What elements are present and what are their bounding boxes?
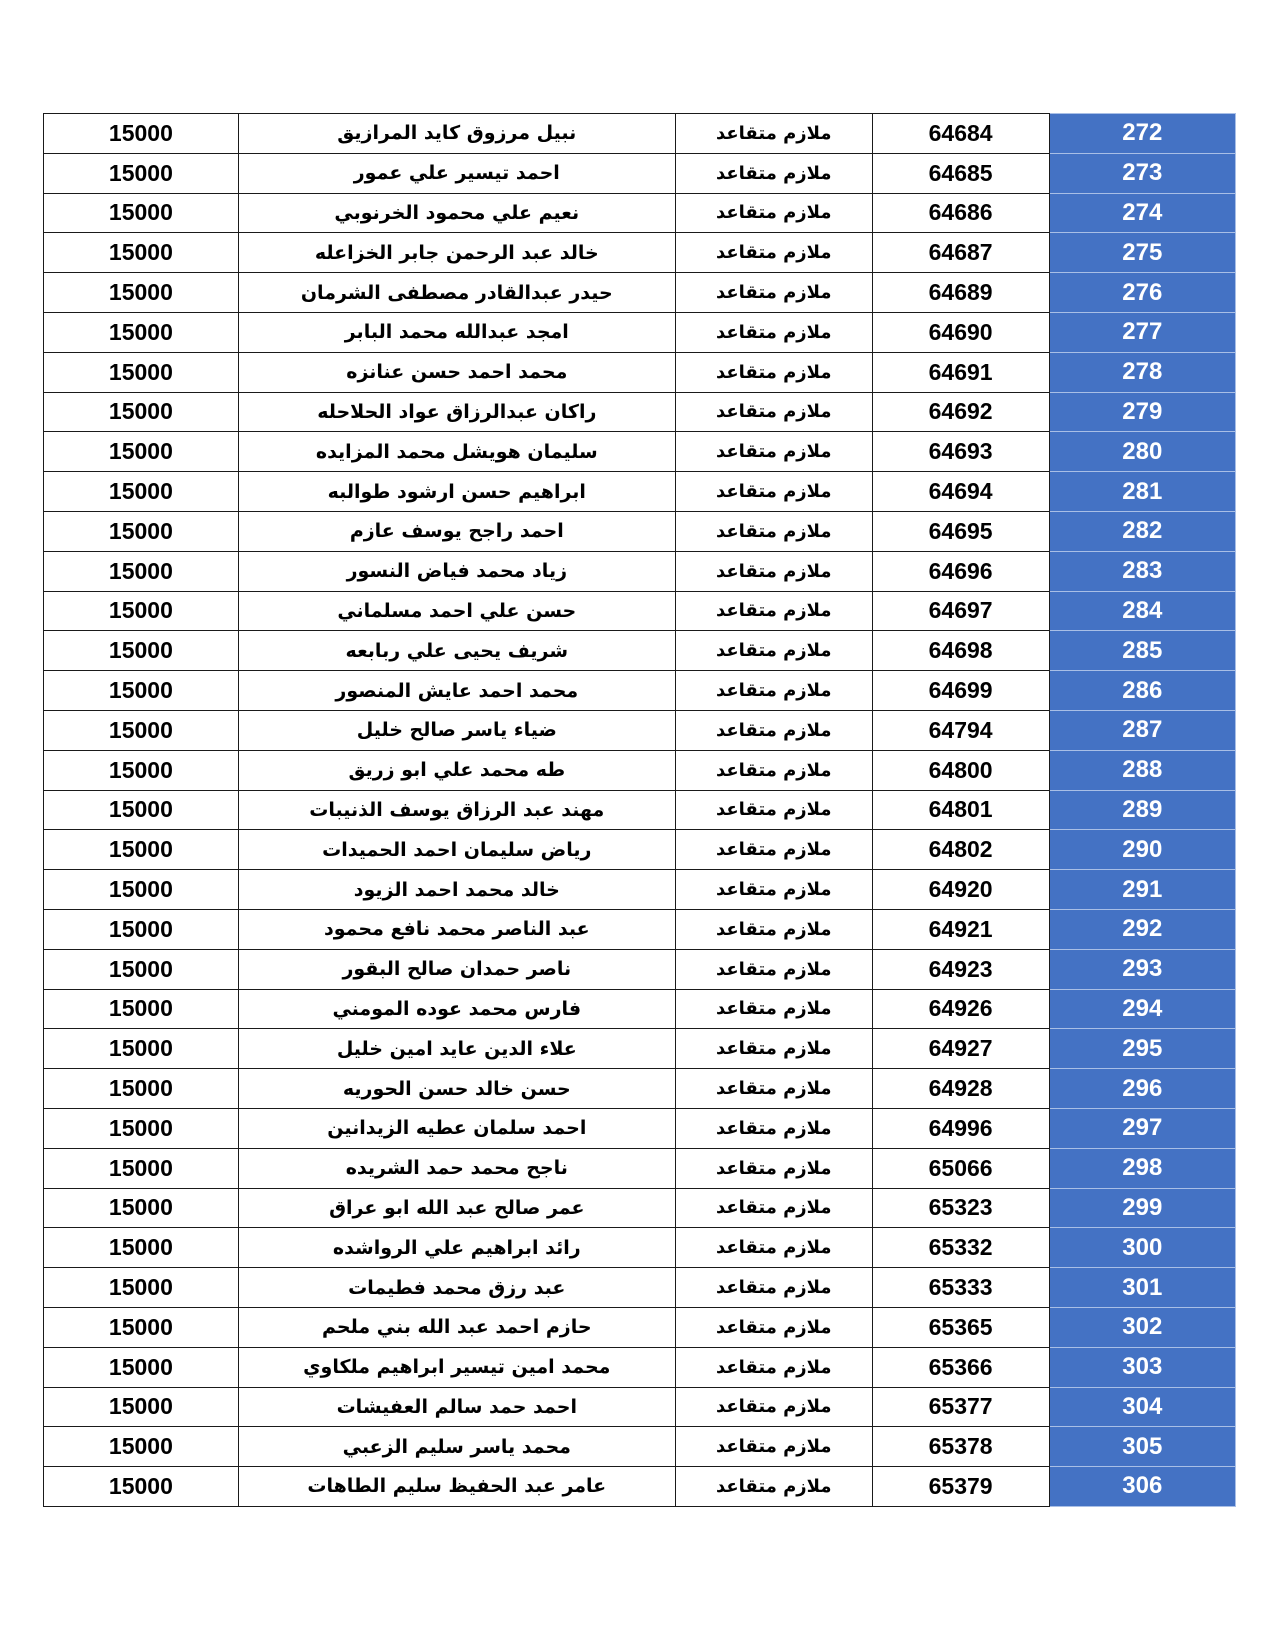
rank-cell: ملازم متقاعد (675, 1188, 872, 1228)
table-row (44, 352, 1236, 392)
rank-cell: ملازم متقاعد (675, 551, 872, 591)
amount-cell: 15000 (44, 750, 239, 790)
rank-cell: ملازم متقاعد (675, 671, 872, 711)
amount-cell: 15000 (44, 432, 239, 472)
amount-cell: 15000 (44, 472, 239, 512)
rank-cell: ملازم متقاعد (675, 193, 872, 233)
rank-cell: ملازم متقاعد (675, 432, 872, 472)
sequence-cell: 306 (1049, 1467, 1235, 1507)
number-cell: 64690 (872, 312, 1049, 352)
amount-cell: 15000 (44, 671, 239, 711)
number-cell: 64694 (872, 472, 1049, 512)
name-cell: عبد رزق محمد فطيمات (238, 1268, 675, 1308)
amount-cell: 15000 (44, 273, 239, 313)
sequence-cell: 288 (1049, 750, 1235, 790)
number-cell: 64685 (872, 153, 1049, 193)
table-row (44, 551, 1236, 591)
sequence-cell: 284 (1049, 591, 1235, 631)
amount-cell: 15000 (44, 352, 239, 392)
name-cell: فارس محمد عوده المومني (238, 989, 675, 1029)
table-body (44, 114, 1236, 1507)
table-row (44, 472, 1236, 512)
rank-cell: ملازم متقاعد (675, 392, 872, 432)
table-row (44, 1188, 1236, 1228)
number-cell: 65365 (872, 1307, 1049, 1347)
table-row (44, 1268, 1236, 1308)
name-cell: احمد راجح يوسف عازم (238, 511, 675, 551)
rank-cell: ملازم متقاعد (675, 1228, 872, 1268)
amount-cell: 15000 (44, 114, 239, 154)
amount-cell: 15000 (44, 1029, 239, 1069)
number-cell: 64801 (872, 790, 1049, 830)
name-cell: حازم احمد عبد الله بني ملحم (238, 1307, 675, 1347)
rank-cell: ملازم متقاعد (675, 472, 872, 512)
table-row (44, 1467, 1236, 1507)
rank-cell: ملازم متقاعد (675, 114, 872, 154)
number-cell: 64802 (872, 830, 1049, 870)
amount-cell: 15000 (44, 1307, 239, 1347)
sequence-cell: 305 (1049, 1427, 1235, 1467)
amount-cell: 15000 (44, 233, 239, 273)
amount-cell: 15000 (44, 312, 239, 352)
sequence-cell: 286 (1049, 671, 1235, 711)
rank-cell: ملازم متقاعد (675, 1427, 872, 1467)
name-cell: طه محمد علي ابو زريق (238, 750, 675, 790)
number-cell: 64923 (872, 949, 1049, 989)
name-cell: عامر عبد الحفيظ سليم الطاهات (238, 1467, 675, 1507)
number-cell: 64691 (872, 352, 1049, 392)
retirees-table (43, 113, 1236, 1507)
sequence-cell: 278 (1049, 352, 1235, 392)
name-cell: نبيل مرزوق كايد المرازيق (238, 114, 675, 154)
number-cell: 64794 (872, 710, 1049, 750)
rank-cell: ملازم متقاعد (675, 352, 872, 392)
sequence-cell: 291 (1049, 870, 1235, 910)
table-row (44, 193, 1236, 233)
table-row (44, 153, 1236, 193)
table-row (44, 1069, 1236, 1109)
rank-cell: ملازم متقاعد (675, 1108, 872, 1148)
name-cell: امجد عبدالله محمد البابر (238, 312, 675, 352)
sequence-cell: 272 (1049, 114, 1235, 154)
name-cell: عبد الناصر محمد نافع محمود (238, 909, 675, 949)
number-cell: 64698 (872, 631, 1049, 671)
rank-cell: ملازم متقاعد (675, 1347, 872, 1387)
table-row (44, 114, 1236, 154)
amount-cell: 15000 (44, 1387, 239, 1427)
sequence-cell: 294 (1049, 989, 1235, 1029)
name-cell: ناصر حمدان صالح البقور (238, 949, 675, 989)
rank-cell: ملازم متقاعد (675, 870, 872, 910)
name-cell: محمد احمد حسن عنانزه (238, 352, 675, 392)
number-cell: 64689 (872, 273, 1049, 313)
table-row (44, 591, 1236, 631)
table-row (44, 432, 1236, 472)
table-row (44, 870, 1236, 910)
number-cell: 64697 (872, 591, 1049, 631)
name-cell: حيدر عبدالقادر مصطفى الشرمان (238, 273, 675, 313)
amount-cell: 15000 (44, 870, 239, 910)
name-cell: راكان عبدالرزاق عواد الحلاحله (238, 392, 675, 432)
number-cell: 64800 (872, 750, 1049, 790)
amount-cell: 15000 (44, 511, 239, 551)
name-cell: احمد تيسير علي عمور (238, 153, 675, 193)
rank-cell: ملازم متقاعد (675, 1268, 872, 1308)
number-cell: 65377 (872, 1387, 1049, 1427)
number-cell: 64926 (872, 989, 1049, 1029)
sequence-cell: 275 (1049, 233, 1235, 273)
sequence-cell: 273 (1049, 153, 1235, 193)
number-cell: 64699 (872, 671, 1049, 711)
rank-cell: ملازم متقاعد (675, 233, 872, 273)
amount-cell: 15000 (44, 1228, 239, 1268)
table-row (44, 989, 1236, 1029)
name-cell: احمد حمد سالم العفيشات (238, 1387, 675, 1427)
amount-cell: 15000 (44, 1467, 239, 1507)
sequence-cell: 290 (1049, 830, 1235, 870)
amount-cell: 15000 (44, 1347, 239, 1387)
amount-cell: 15000 (44, 790, 239, 830)
rank-cell: ملازم متقاعد (675, 710, 872, 750)
number-cell: 65066 (872, 1148, 1049, 1188)
sequence-cell: 300 (1049, 1228, 1235, 1268)
table-row (44, 1307, 1236, 1347)
table-row (44, 1387, 1236, 1427)
rank-cell: ملازم متقاعد (675, 1467, 872, 1507)
table-row (44, 631, 1236, 671)
rank-cell: ملازم متقاعد (675, 273, 872, 313)
amount-cell: 15000 (44, 710, 239, 750)
number-cell: 65379 (872, 1467, 1049, 1507)
sequence-cell: 287 (1049, 710, 1235, 750)
table-row (44, 312, 1236, 352)
amount-cell: 15000 (44, 1069, 239, 1109)
number-cell: 65332 (872, 1228, 1049, 1268)
amount-cell: 15000 (44, 551, 239, 591)
rank-cell: ملازم متقاعد (675, 830, 872, 870)
rank-cell: ملازم متقاعد (675, 591, 872, 631)
number-cell: 64687 (872, 233, 1049, 273)
name-cell: ابراهيم حسن ارشود طوالبه (238, 472, 675, 512)
number-cell: 64693 (872, 432, 1049, 472)
name-cell: رائد ابراهيم علي الرواشده (238, 1228, 675, 1268)
sequence-cell: 282 (1049, 511, 1235, 551)
number-cell: 64928 (872, 1069, 1049, 1109)
name-cell: خالد عبد الرحمن جابر الخزاعله (238, 233, 675, 273)
sequence-cell: 293 (1049, 949, 1235, 989)
number-cell: 64996 (872, 1108, 1049, 1148)
table-row (44, 710, 1236, 750)
number-cell: 64692 (872, 392, 1049, 432)
sequence-cell: 304 (1049, 1387, 1235, 1427)
table-row (44, 909, 1236, 949)
sequence-cell: 279 (1049, 392, 1235, 432)
rank-cell: ملازم متقاعد (675, 1069, 872, 1109)
rank-cell: ملازم متقاعد (675, 153, 872, 193)
rank-cell: ملازم متقاعد (675, 511, 872, 551)
sequence-cell: 274 (1049, 193, 1235, 233)
table-row (44, 1427, 1236, 1467)
amount-cell: 15000 (44, 1427, 239, 1467)
sequence-cell: 283 (1049, 551, 1235, 591)
number-cell: 64695 (872, 511, 1049, 551)
table-row (44, 830, 1236, 870)
number-cell: 64927 (872, 1029, 1049, 1069)
name-cell: محمد امين تيسير ابراهيم ملكاوي (238, 1347, 675, 1387)
name-cell: سليمان هويشل محمد المزايده (238, 432, 675, 472)
amount-cell: 15000 (44, 1188, 239, 1228)
name-cell: نعيم علي محمود الخرنوبي (238, 193, 675, 233)
name-cell: خالد محمد احمد الزيود (238, 870, 675, 910)
number-cell: 65366 (872, 1347, 1049, 1387)
amount-cell: 15000 (44, 1268, 239, 1308)
name-cell: ناجح محمد حمد الشريده (238, 1148, 675, 1188)
table-row (44, 1148, 1236, 1188)
table-row (44, 273, 1236, 313)
rank-cell: ملازم متقاعد (675, 1387, 872, 1427)
rank-cell: ملازم متقاعد (675, 750, 872, 790)
rank-cell: ملازم متقاعد (675, 312, 872, 352)
number-cell: 64920 (872, 870, 1049, 910)
rank-cell: ملازم متقاعد (675, 790, 872, 830)
name-cell: علاء الدين عايد امين خليل (238, 1029, 675, 1069)
amount-cell: 15000 (44, 1108, 239, 1148)
sequence-cell: 281 (1049, 472, 1235, 512)
sequence-cell: 298 (1049, 1148, 1235, 1188)
number-cell: 64696 (872, 551, 1049, 591)
sequence-cell: 285 (1049, 631, 1235, 671)
sequence-cell: 289 (1049, 790, 1235, 830)
sequence-cell: 303 (1049, 1347, 1235, 1387)
number-cell: 64686 (872, 193, 1049, 233)
amount-cell: 15000 (44, 193, 239, 233)
amount-cell: 15000 (44, 392, 239, 432)
sequence-cell: 302 (1049, 1307, 1235, 1347)
amount-cell: 15000 (44, 830, 239, 870)
sequence-cell: 297 (1049, 1108, 1235, 1148)
rank-cell: ملازم متقاعد (675, 631, 872, 671)
amount-cell: 15000 (44, 153, 239, 193)
name-cell: ضياء ياسر صالح خليل (238, 710, 675, 750)
sequence-cell: 301 (1049, 1268, 1235, 1308)
name-cell: مهند عبد الرزاق يوسف الذنيبات (238, 790, 675, 830)
amount-cell: 15000 (44, 591, 239, 631)
amount-cell: 15000 (44, 631, 239, 671)
amount-cell: 15000 (44, 949, 239, 989)
amount-cell: 15000 (44, 909, 239, 949)
table-row (44, 1029, 1236, 1069)
table-row (44, 1347, 1236, 1387)
rank-cell: ملازم متقاعد (675, 989, 872, 1029)
table-row (44, 1108, 1236, 1148)
sequence-cell: 280 (1049, 432, 1235, 472)
name-cell: حسن علي احمد مسلماني (238, 591, 675, 631)
number-cell: 64684 (872, 114, 1049, 154)
sequence-cell: 295 (1049, 1029, 1235, 1069)
rank-cell: ملازم متقاعد (675, 949, 872, 989)
name-cell: محمد احمد عايش المنصور (238, 671, 675, 711)
sequence-cell: 277 (1049, 312, 1235, 352)
name-cell: حسن خالد حسن الحوريه (238, 1069, 675, 1109)
amount-cell: 15000 (44, 989, 239, 1029)
table-row (44, 392, 1236, 432)
rank-cell: ملازم متقاعد (675, 1148, 872, 1188)
sequence-cell: 292 (1049, 909, 1235, 949)
rank-cell: ملازم متقاعد (675, 909, 872, 949)
rank-cell: ملازم متقاعد (675, 1307, 872, 1347)
number-cell: 64921 (872, 909, 1049, 949)
data-sheet (43, 113, 1236, 1507)
name-cell: احمد سلمان عطيه الزيدانين (238, 1108, 675, 1148)
sequence-cell: 296 (1049, 1069, 1235, 1109)
name-cell: عمر صالح عبد الله ابو عراق (238, 1188, 675, 1228)
name-cell: رياض سليمان احمد الحميدات (238, 830, 675, 870)
table-row (44, 671, 1236, 711)
number-cell: 65323 (872, 1188, 1049, 1228)
number-cell: 65378 (872, 1427, 1049, 1467)
table-row (44, 1228, 1236, 1268)
sequence-cell: 276 (1049, 273, 1235, 313)
table-row (44, 511, 1236, 551)
table-row (44, 233, 1236, 273)
table-row (44, 750, 1236, 790)
number-cell: 65333 (872, 1268, 1049, 1308)
name-cell: محمد ياسر سليم الزعبي (238, 1427, 675, 1467)
table-row (44, 790, 1236, 830)
rank-cell: ملازم متقاعد (675, 1029, 872, 1069)
name-cell: زياد محمد فياض النسور (238, 551, 675, 591)
table-row (44, 949, 1236, 989)
name-cell: شريف يحيى علي ربابعه (238, 631, 675, 671)
sequence-cell: 299 (1049, 1188, 1235, 1228)
amount-cell: 15000 (44, 1148, 239, 1188)
